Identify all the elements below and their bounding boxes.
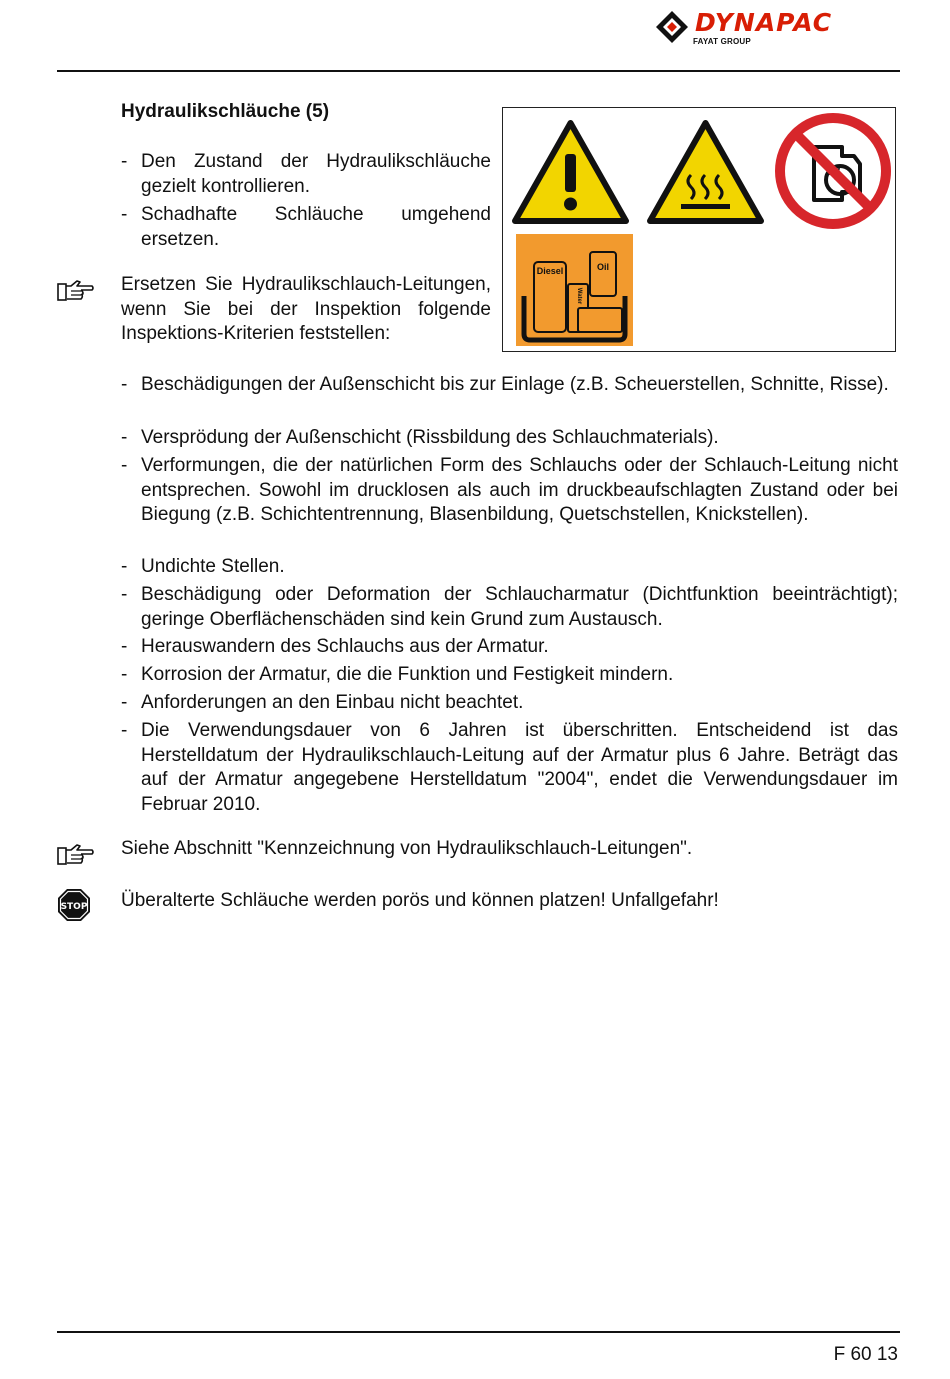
safety-signs-panel [502,107,896,352]
list-item: - Beschädigungen der Außenschicht bis zur Einlage (z.B. Scheuerstellen, Schnitte, Risse). [121,374,889,395]
list-item: - Versprödung der Außenschicht (Rissbildung des Schlauchmaterials). [121,427,719,448]
drum-label: Diesel [536,266,564,276]
list-item: - Verformungen, die der natürlichen Form des Schlauchs oder der Schlauch-Leitung nicht entsprechen. Sowohl im drucklosen als auch im druckbeaufschlagten Zustand oder bei Biegung (z.B. Schichtentrennung, Blasenbildung, Quetschstellen, Knickstellen). [121,455,898,525]
list-item: - Herauswandern des Schlauchs aus der Armatur. [121,636,549,657]
list-item: - Anforderungen an den Einbau nicht beachtet. [121,692,524,713]
reference-note: Siehe Abschnitt "Kennzeichnung von Hydraulikschlauch-Leitungen". [121,838,693,859]
drum-label: Oil [596,262,610,272]
footer-rule [57,1331,900,1333]
list-item: - Schadhafte Schläuche umgehend ersetzen. [121,204,491,250]
drum-label: Water [576,287,582,305]
pointing-hand-icon [57,279,95,301]
list-item: - Die Verwendungsdauer von 6 Jahren ist überschritten. Entscheidend ist das Herstelldatum der Hydraulikschlauch-Leitung auf der Armatur plus 6 Jahre. Beträgt das auf der Armatur angegebene Herstelldatum "2004", endet die Verwendungsdauer im Februar 2010. [121,720,898,815]
dynapac-logo [655,8,903,48]
section-title: Hydraulikschläuche (5) [121,101,330,122]
brand-name: DYNAPAC [695,8,833,37]
page-number: F 60 13 [833,1344,898,1365]
hot-surface-warning-icon [647,120,764,224]
danger-warning: Überalterte Schläuche werden porös und können platzen! Unfallgefahr! [121,890,719,911]
brand-subtitle: FAYAT GROUP [693,37,751,46]
general-warning-icon [512,120,629,224]
dynapac-diamond-icon [655,10,689,44]
header-rule [57,70,900,72]
list-item: - Korrosion der Armatur, die die Funktion und Festigkeit mindern. [121,664,674,685]
prohibition-icon [774,112,892,230]
pointing-hand-icon [57,843,95,865]
list-item: - Undichte Stellen. [121,556,285,577]
environment-disposal-icon [516,234,633,346]
list-item: - Beschädigung oder Deformation der Schlaucharmatur (Dichtfunktion beeinträchtigt); geringe Oberflächenschäden sind kein Grund zum Austausch. [121,584,898,630]
stop-sign-icon [57,888,91,922]
inspection-note: Ersetzen Sie Hydraulikschlauch-Leitungen, wenn Sie bei der Inspektion folgende Inspektions-Kriterien feststellen: [121,274,491,344]
stop-sign-label: STOP [60,902,88,912]
list-item: - Den Zustand der Hydraulikschläuche gezielt kontrollieren. [121,151,491,197]
